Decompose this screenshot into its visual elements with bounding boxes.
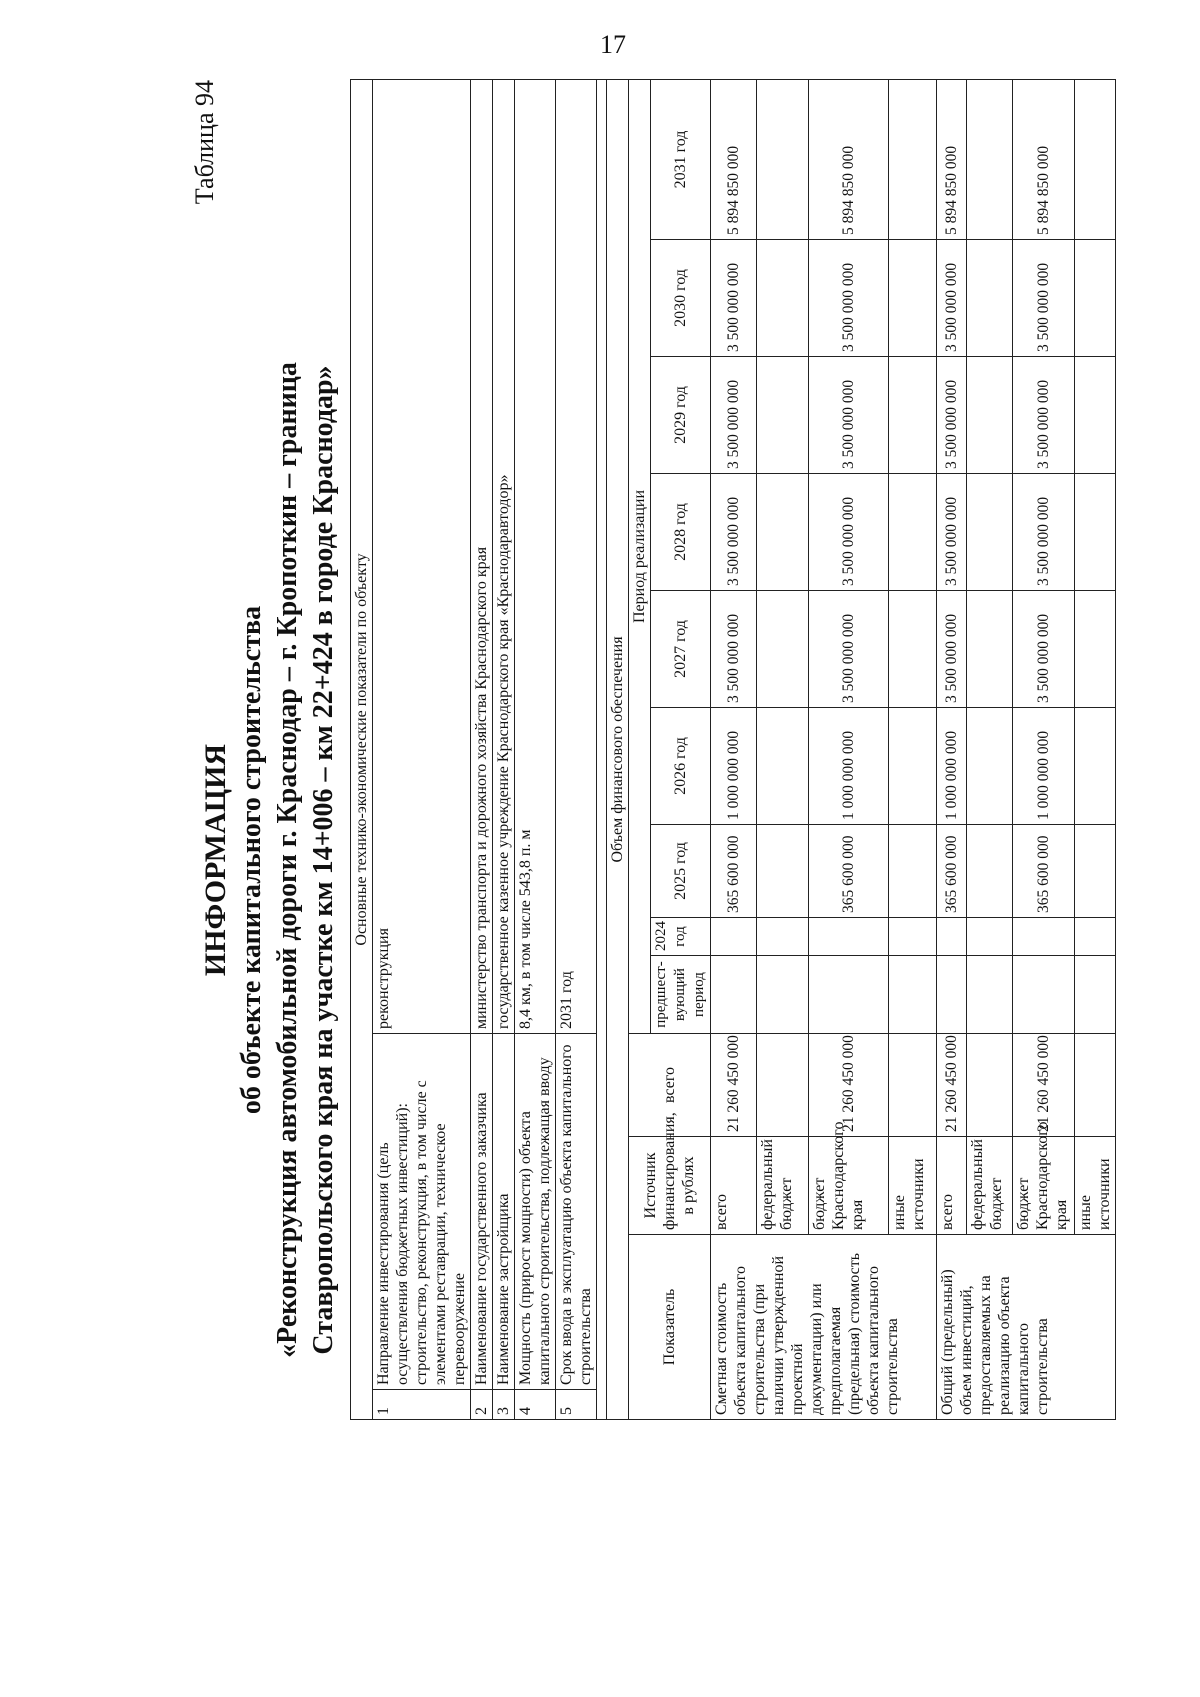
year-value — [1075, 357, 1116, 474]
total-value — [889, 1034, 937, 1137]
year-value: 1 000 000 000 — [711, 708, 757, 825]
year-value — [967, 708, 1013, 825]
year-value — [967, 240, 1013, 357]
title-line-1: ИНФОРМАЦИЯ — [199, 743, 232, 977]
year-value — [1075, 240, 1116, 357]
year-value: 5 894 850 000 — [1013, 79, 1075, 239]
year-value — [1075, 918, 1116, 956]
year-value — [757, 708, 809, 825]
year-value — [889, 825, 937, 918]
year-value: 1 000 000 000 — [1013, 708, 1075, 825]
year-value: 3 500 000 000 — [711, 357, 757, 474]
year-value — [967, 79, 1013, 239]
indicator-label: Срок ввода в эксплуатацию объекта капитального строительства — [556, 1034, 597, 1390]
previous-value — [937, 956, 967, 1034]
source-label: бюджет Краснодарского края — [809, 1137, 889, 1235]
year-value — [757, 474, 809, 591]
row-number: 4 — [515, 1390, 556, 1420]
year-value — [889, 474, 937, 591]
year-value: 3 500 000 000 — [711, 474, 757, 591]
indicator-row-5 — [556, 79, 597, 1419]
previous-value — [1013, 956, 1075, 1034]
year-value — [889, 357, 937, 474]
year-value — [967, 591, 1013, 708]
source-label: бюджет Краснодарского края — [1013, 1137, 1075, 1235]
year-value — [889, 240, 937, 357]
section1-header-row — [351, 79, 373, 1419]
finance-row — [889, 79, 937, 1419]
year-header: 2025 год — [651, 825, 711, 918]
row-number: 2 — [471, 1390, 493, 1420]
source-column-header: Источник финансирования, в рублях — [629, 1137, 711, 1235]
previous-value — [809, 956, 889, 1034]
finance-row — [937, 79, 967, 1419]
indicator-row-2 — [471, 79, 493, 1419]
table-caption: Таблица 94 — [190, 80, 219, 205]
year-value — [757, 918, 809, 956]
indicator-label: Направление инвестирования (цель осуществления бюджетных инвестиций): строительство, реконструкция, в том числе с элементами реставрации, техническое перевооружение — [373, 1034, 471, 1390]
indicator-row-1 — [373, 79, 471, 1419]
year-value: 3 500 000 000 — [937, 474, 967, 591]
title-line-3: «Реконструкция автомобильной дороги г. Краснодар – г. Кропоткин – граница — [272, 362, 303, 1358]
indicator-column-header: Показатель — [629, 1235, 711, 1420]
year-header: 2031 год — [651, 79, 711, 239]
row-number: 3 — [493, 1390, 515, 1420]
source-label: всего — [711, 1137, 757, 1235]
rotated-document — [150, 80, 1113, 1640]
year-value: 3 500 000 000 — [1013, 591, 1075, 708]
indicator-value: государственное казенное учреждение Краснодарского края «Краснодаравтодор» — [493, 79, 515, 1033]
source-label: федеральный бюджет — [757, 1137, 809, 1235]
total-value — [1075, 1034, 1116, 1137]
finance-row — [757, 79, 809, 1419]
year-value: 3 500 000 000 — [937, 240, 967, 357]
year-header: 2028 год — [651, 474, 711, 591]
year-value: 3 500 000 000 — [809, 357, 889, 474]
year-value: 365 600 000 — [711, 825, 757, 918]
finance-row — [967, 79, 1013, 1419]
indicator-row-3 — [493, 79, 515, 1419]
year-value — [809, 918, 889, 956]
year-value — [1075, 79, 1116, 239]
section2-header-row — [607, 79, 629, 1419]
year-value: 5 894 850 000 — [809, 79, 889, 239]
year-value: 3 500 000 000 — [937, 357, 967, 474]
year-value — [967, 474, 1013, 591]
year-value — [1075, 708, 1116, 825]
group-indicator: Сметная стоимость объекта капитального строительства (при наличии утвержденной проектной документации) или предполагаемая (предельная) стоимость объекта капитального строительства — [711, 1235, 937, 1420]
year-value: 3 500 000 000 — [1013, 240, 1075, 357]
section2-header: Объем финансового обеспечения — [607, 79, 629, 1419]
year-value — [1013, 918, 1075, 956]
year-header: 2030 год — [651, 240, 711, 357]
finance-header-row-1 — [629, 79, 651, 1419]
total-value: 21 260 450 000 — [1013, 1034, 1075, 1137]
total-column-header: всего — [629, 1034, 711, 1137]
year-value — [967, 918, 1013, 956]
year-value: 3 500 000 000 — [809, 240, 889, 357]
year-value: 365 600 000 — [809, 825, 889, 918]
year-value: 3 500 000 000 — [1013, 357, 1075, 474]
previous-value — [711, 956, 757, 1034]
previous-value — [967, 956, 1013, 1034]
source-label: иные источники — [1075, 1137, 1116, 1235]
year-value — [889, 708, 937, 825]
indicator-label: Мощность (прирост мощности) объекта капитального строительства, подлежащая вводу — [515, 1034, 556, 1390]
year-value — [1075, 474, 1116, 591]
previous-value — [757, 956, 809, 1034]
total-value — [967, 1034, 1013, 1137]
info-table — [350, 79, 1116, 1420]
year-value: 1 000 000 000 — [937, 708, 967, 825]
year-value — [757, 240, 809, 357]
year-value: 3 500 000 000 — [809, 474, 889, 591]
year-value — [967, 357, 1013, 474]
year-value: 3 500 000 000 — [1013, 474, 1075, 591]
indicator-value: 2031 год — [556, 79, 597, 1033]
year-value — [889, 79, 937, 239]
year-header: 2024 год — [651, 918, 711, 956]
year-value — [757, 357, 809, 474]
indicator-row-4 — [515, 79, 556, 1419]
page-number: 17 — [600, 30, 626, 59]
year-value: 3 500 000 000 — [809, 591, 889, 708]
source-label: федеральный бюджет — [967, 1137, 1013, 1235]
year-header: 2026 год — [651, 708, 711, 825]
year-value: 1 000 000 000 — [809, 708, 889, 825]
total-value: 21 260 450 000 — [809, 1034, 889, 1137]
previous-value — [889, 956, 937, 1034]
group-indicator: Общий (предельный) объем инвестиций, предоставляемых на реализацию объекта капитального строительства — [937, 1235, 1116, 1420]
period-header: Период реализации — [629, 79, 651, 1033]
year-header: 2027 год — [651, 591, 711, 708]
indicator-label: Наименование государственного заказчика — [471, 1034, 493, 1390]
year-value — [757, 79, 809, 239]
indicator-value: министерство транспорта и дорожного хозяйства Краснодарского края — [471, 79, 493, 1033]
section1-header: Основные технико-экономические показатели по объекту — [351, 79, 373, 1419]
title-line-2: об объекте капитального строительства — [236, 605, 267, 1115]
year-header: 2029 год — [651, 357, 711, 474]
indicator-value: реконструкция — [373, 79, 471, 1033]
indicator-label: Наименование застройщика — [493, 1034, 515, 1390]
year-value: 365 600 000 — [937, 825, 967, 918]
source-label: всего — [937, 1137, 967, 1235]
year-value — [889, 591, 937, 708]
year-value: 3 500 000 000 — [711, 591, 757, 708]
year-value: 3 500 000 000 — [711, 240, 757, 357]
year-value: 5 894 850 000 — [711, 79, 757, 239]
source-label: иные источники — [889, 1137, 937, 1235]
year-value — [967, 825, 1013, 918]
finance-row — [1075, 79, 1116, 1419]
total-value: 21 260 450 000 — [711, 1034, 757, 1137]
year-value — [757, 591, 809, 708]
spacer-cell — [597, 79, 607, 1419]
row-number: 5 — [556, 1390, 597, 1420]
row-number: 1 — [373, 1390, 471, 1420]
year-value — [711, 918, 757, 956]
year-value — [757, 825, 809, 918]
finance-row — [1013, 79, 1075, 1419]
indicator-value: 8,4 км, в том числе 543,8 п. м — [515, 79, 556, 1033]
previous-period-header: предшест-вующий период — [651, 956, 711, 1034]
year-value — [1075, 825, 1116, 918]
year-value — [937, 918, 967, 956]
year-value: 3 500 000 000 — [937, 591, 967, 708]
year-value: 365 600 000 — [1013, 825, 1075, 918]
previous-value — [1075, 956, 1116, 1034]
finance-row — [711, 79, 757, 1419]
year-value: 5 894 850 000 — [937, 79, 967, 239]
finance-row — [809, 79, 889, 1419]
total-value — [757, 1034, 809, 1137]
title-line-4: Ставропольского края на участке км 14+006 – км 22+424 в городе Краснодар» — [308, 365, 339, 1355]
spacer-row — [597, 79, 607, 1419]
document-title — [198, 80, 342, 1640]
year-value — [1075, 591, 1116, 708]
total-value: 21 260 450 000 — [937, 1034, 967, 1137]
year-value — [889, 918, 937, 956]
